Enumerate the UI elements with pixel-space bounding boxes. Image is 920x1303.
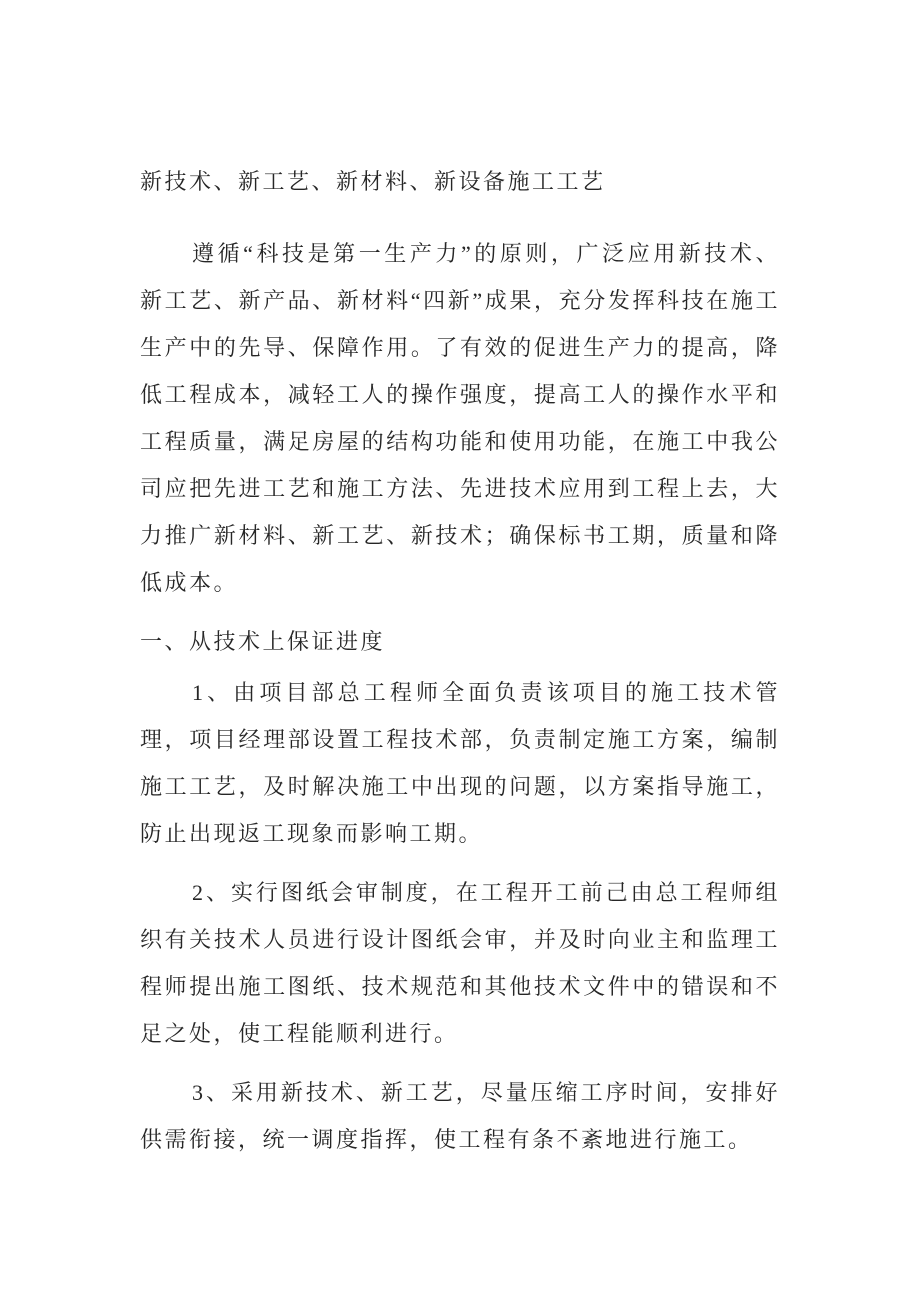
list-item-3: 3、采用新技术、新工艺，尽量压缩工序时间，安排好供需衔接，统一调度指挥，使工程有条不紊地进行施工。	[140, 1080, 780, 1152]
document-title: 新技术、新工艺、新材料、新设备施工工艺	[140, 169, 606, 194]
section-heading: 一、从技术上保证进度	[140, 629, 386, 654]
list-item-2: 2、实行图纸会审制度，在工程开工前己由总工程师组织有关技术人员进行设计图纸会审，并及时向业主和监理工程师提出施工图纸、技术规范和其他技术文件中的错误和不足之处，使工程能顺利进行。	[140, 880, 780, 1046]
intro-paragraph: 遵循“科技是第一生产力”的原则，广泛应用新技术、新工艺、新产品、新材料“四新”成果，充分发挥科技在施工生产中的先导、保障作用。了有效的促进生产力的提高，降低工程成本，减轻工人的操作强度，提高工人的操作水平和工程质量，满足房屋的结构功能和使用功能，在施工中我公司应把先进工艺和施工方法、先进技术应用到工程上去，大力推广新材料、新工艺、新技术；确保标书工期，质量和降低成本。	[140, 241, 780, 595]
list-item-1: 1、由项目部总工程师全面负责该项目的施工技术管理，项目经理部设置工程技术部，负责制定施工方案，编制施工工艺，及时解决施工中出现的问题，以方案指导施工，防止出现返工现象而影响工期。	[140, 680, 780, 846]
